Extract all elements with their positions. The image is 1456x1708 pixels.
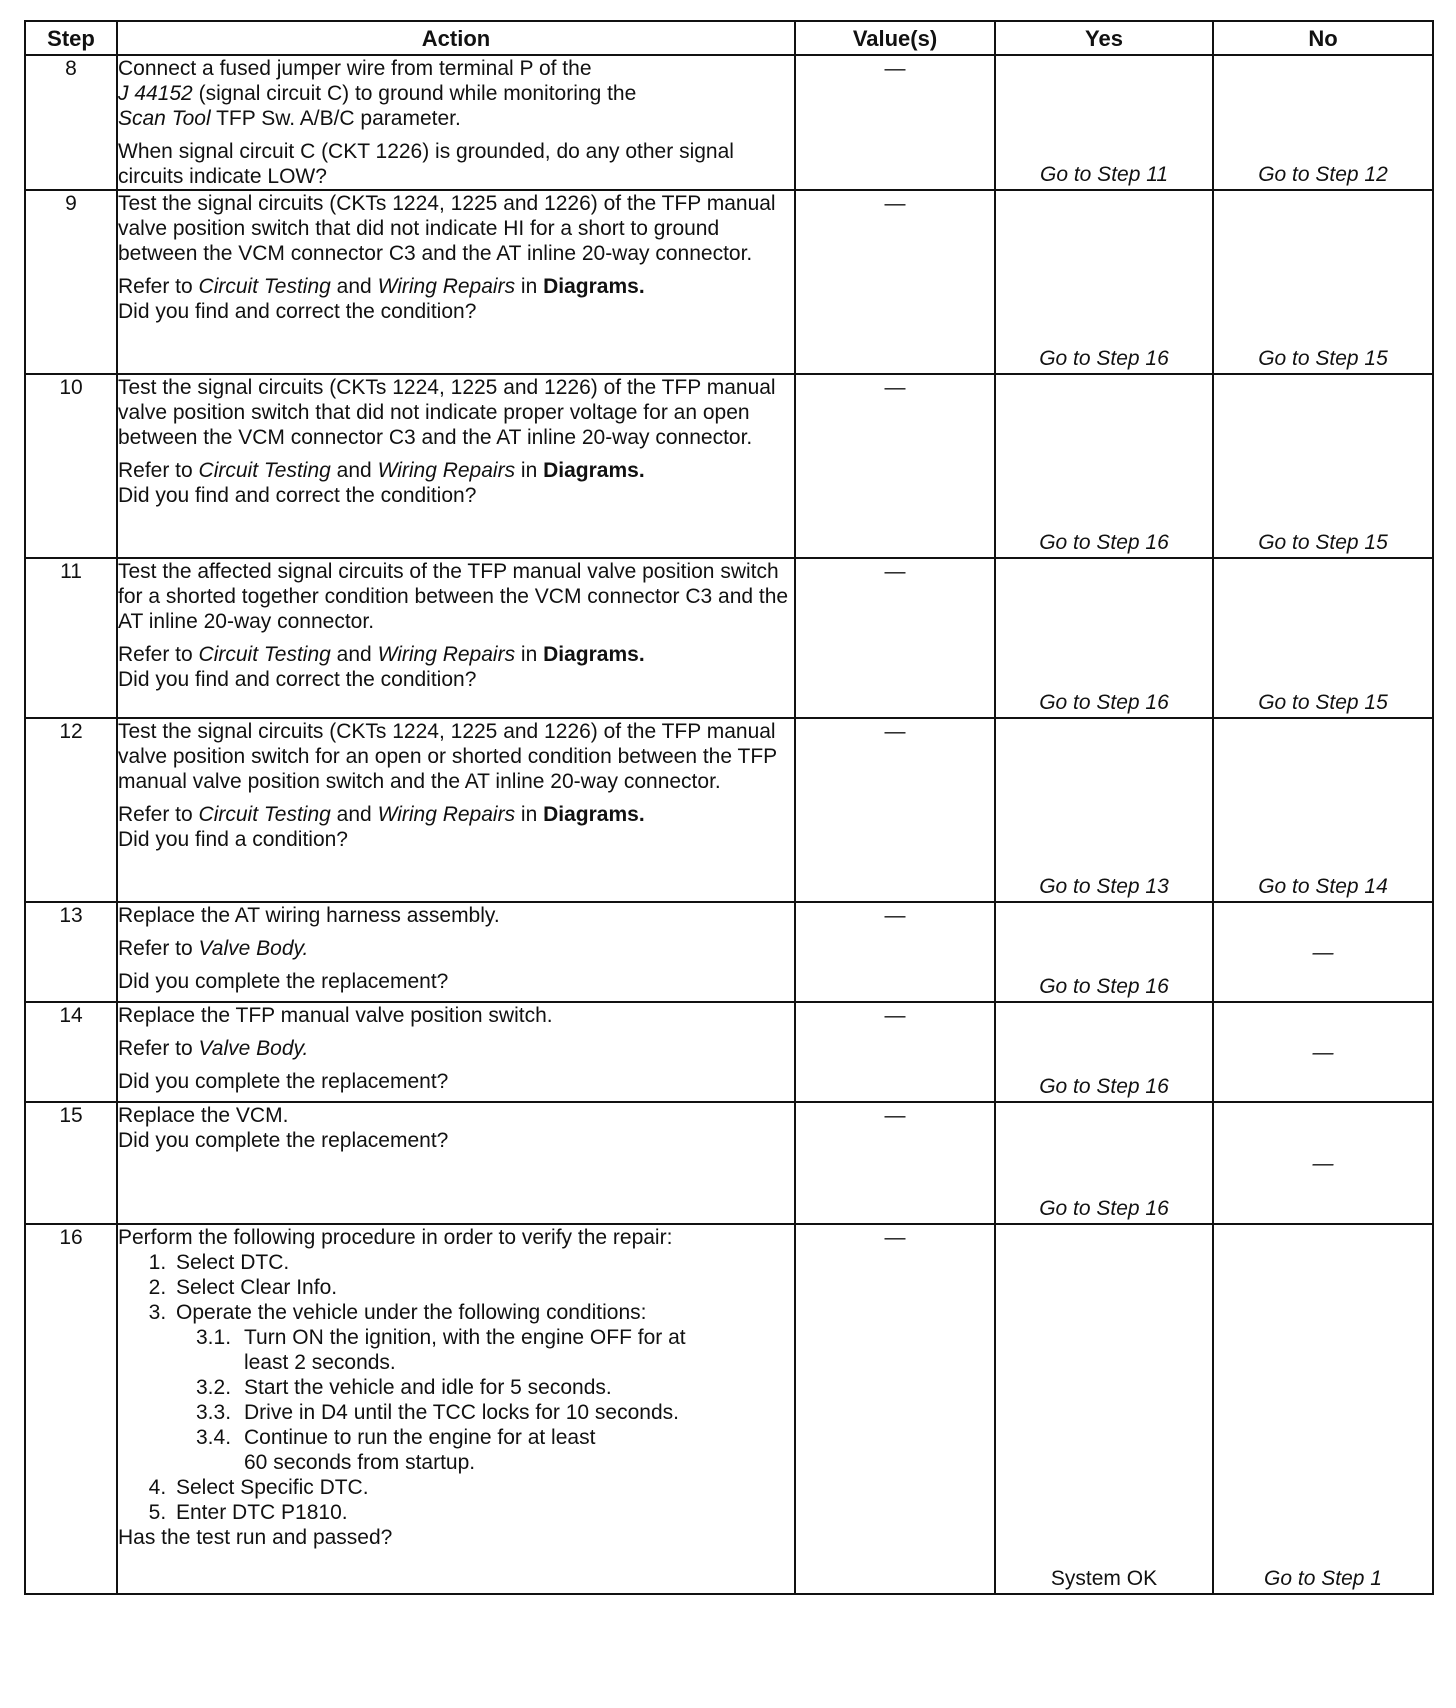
action-instruction: Replace the AT wiring harness assembly. [118, 904, 500, 927]
yes-cell: System OK [995, 1224, 1213, 1594]
value-cell: — [795, 1002, 995, 1102]
action-instruction: Test the affected signal circuits of the TFP manual valve position switch for a shorted together condition between the VCM connector C3 and the AT inline 20-way connector. [118, 560, 789, 633]
action-cell [117, 718, 795, 902]
list-item: 3.4. Continue to run the engine for at least 60 seconds from startup. [196, 1426, 596, 1474]
list-item: 1. Select DTC. [172, 1250, 794, 1275]
action-instruction: Replace the VCM. [118, 1104, 289, 1127]
action-question: Did you complete the replacement? [118, 1070, 449, 1093]
no-cell: Go to Step 12 [1213, 55, 1433, 190]
action-reference: Refer to Valve Body. [118, 1037, 309, 1060]
action-question: Did you complete the replacement? [118, 1129, 449, 1152]
step-number: 14 [25, 1002, 117, 1102]
action-instruction: Test the signal circuits (CKTs 1224, 1225 and 1226) of the TFP manual valve position switch that did not indicate proper voltage for an open between the VCM connector C3 and the AT inline 20-way connector. [118, 376, 776, 449]
sub-procedure-list [118, 1325, 794, 1475]
action-reference: Refer to Circuit Testing and Wiring Repairs in Diagrams. [118, 275, 645, 298]
action-reference: Refer to Circuit Testing and Wiring Repairs in Diagrams. [118, 643, 645, 666]
table-row [25, 558, 1433, 718]
no-cell: Go to Step 14 [1213, 718, 1433, 902]
step-number: 9 [25, 190, 117, 374]
yes-cell: Go to Step 16 [995, 190, 1213, 374]
no-cell: — [1213, 1002, 1433, 1102]
value-cell: — [795, 55, 995, 190]
action-question: Did you find a condition? [118, 828, 348, 851]
list-item: 3. Operate the vehicle under the following conditions: [172, 1300, 794, 1325]
value-cell: — [795, 902, 995, 1002]
header-yes: Yes [995, 21, 1213, 55]
header-values: Value(s) [795, 21, 995, 55]
table-row [25, 718, 1433, 902]
step-number: 15 [25, 1102, 117, 1224]
header-action: Action [117, 21, 795, 55]
list-item: 4. Select Specific DTC. [172, 1475, 794, 1500]
table-row [25, 1002, 1433, 1102]
step-number: 16 [25, 1224, 117, 1594]
action-cell [117, 1224, 795, 1594]
value-cell: — [795, 558, 995, 718]
list-item: 5. Enter DTC P1810. [172, 1500, 794, 1525]
action-question: Did you find and correct the condition? [118, 668, 477, 691]
no-cell: Go to Step 1 [1213, 1224, 1433, 1594]
no-cell: — [1213, 902, 1433, 1002]
diagnostic-table [24, 20, 1434, 1595]
step-number: 13 [25, 902, 117, 1002]
step-number: 8 [25, 55, 117, 190]
step-number: 11 [25, 558, 117, 718]
table-row [25, 902, 1433, 1002]
action-instruction: Connect a fused jumper wire from terminal P of the J 44152 (signal circuit C) to ground while monitoring the Scan Tool TFP Sw. A/B/C parameter. [118, 57, 637, 130]
table-row [25, 1102, 1433, 1224]
no-cell: Go to Step 15 [1213, 374, 1433, 558]
value-cell: — [795, 1102, 995, 1224]
table-row [25, 374, 1433, 558]
header-row [25, 21, 1433, 55]
yes-cell: Go to Step 16 [995, 1102, 1213, 1224]
action-cell [117, 902, 795, 1002]
action-instruction: Replace the TFP manual valve position switch. [118, 1004, 553, 1027]
action-question: Did you find and correct the condition? [118, 484, 477, 507]
list-item: 3.3. Drive in D4 until the TCC locks for 10 seconds. [196, 1401, 679, 1424]
value-cell: — [795, 718, 995, 902]
yes-cell: Go to Step 11 [995, 55, 1213, 190]
action-reference: Refer to Circuit Testing and Wiring Repairs in Diagrams. [118, 459, 645, 482]
action-instruction: Test the signal circuits (CKTs 1224, 1225 and 1226) of the TFP manual valve position switch for an open or shorted condition between the TFP manual valve position switch and the AT inline 20-way connector. [118, 720, 777, 793]
list-item: 2. Select Clear Info. [172, 1275, 794, 1300]
header-step: Step [25, 21, 117, 55]
yes-cell: Go to Step 16 [995, 374, 1213, 558]
action-cell [117, 558, 795, 718]
action-question: Did you find and correct the condition? [118, 300, 477, 323]
table-row [25, 55, 1433, 190]
list-item: 3.1. Turn ON the ignition, with the engine OFF for at least 2 seconds. [196, 1326, 686, 1374]
yes-cell: Go to Step 16 [995, 1002, 1213, 1102]
action-instruction: Test the signal circuits (CKTs 1224, 1225 and 1226) of the TFP manual valve position switch that did not indicate HI for a short to ground between the VCM connector C3 and the AT inline 20-way connector. [118, 192, 776, 265]
yes-cell: Go to Step 16 [995, 902, 1213, 1002]
yes-cell: Go to Step 13 [995, 718, 1213, 902]
step-number: 12 [25, 718, 117, 902]
table-row [25, 1224, 1433, 1594]
value-cell: — [795, 190, 995, 374]
procedure-list-continued [118, 1475, 794, 1525]
action-instruction: Perform the following procedure in order to verify the repair: [118, 1226, 673, 1249]
action-reference: Refer to Circuit Testing and Wiring Repairs in Diagrams. [118, 803, 645, 826]
action-question: When signal circuit C (CKT 1226) is grounded, do any other signal circuits indicate LOW? [118, 140, 734, 188]
action-cell [117, 1002, 795, 1102]
yes-cell: Go to Step 16 [995, 558, 1213, 718]
no-cell: Go to Step 15 [1213, 558, 1433, 718]
step-number: 10 [25, 374, 117, 558]
action-question: Did you complete the replacement? [118, 970, 449, 993]
table-row [25, 190, 1433, 374]
value-cell: — [795, 374, 995, 558]
header-no: No [1213, 21, 1433, 55]
procedure-list [118, 1250, 794, 1325]
action-question: Has the test run and passed? [118, 1526, 393, 1549]
action-cell [117, 374, 795, 558]
action-cell [117, 55, 795, 190]
no-cell: — [1213, 1102, 1433, 1224]
no-cell: Go to Step 15 [1213, 190, 1433, 374]
value-cell: — [795, 1224, 995, 1594]
action-cell [117, 1102, 795, 1224]
action-cell [117, 190, 795, 374]
action-reference: Refer to Valve Body. [118, 937, 309, 960]
list-item: 3.2. Start the vehicle and idle for 5 seconds. [196, 1376, 612, 1399]
